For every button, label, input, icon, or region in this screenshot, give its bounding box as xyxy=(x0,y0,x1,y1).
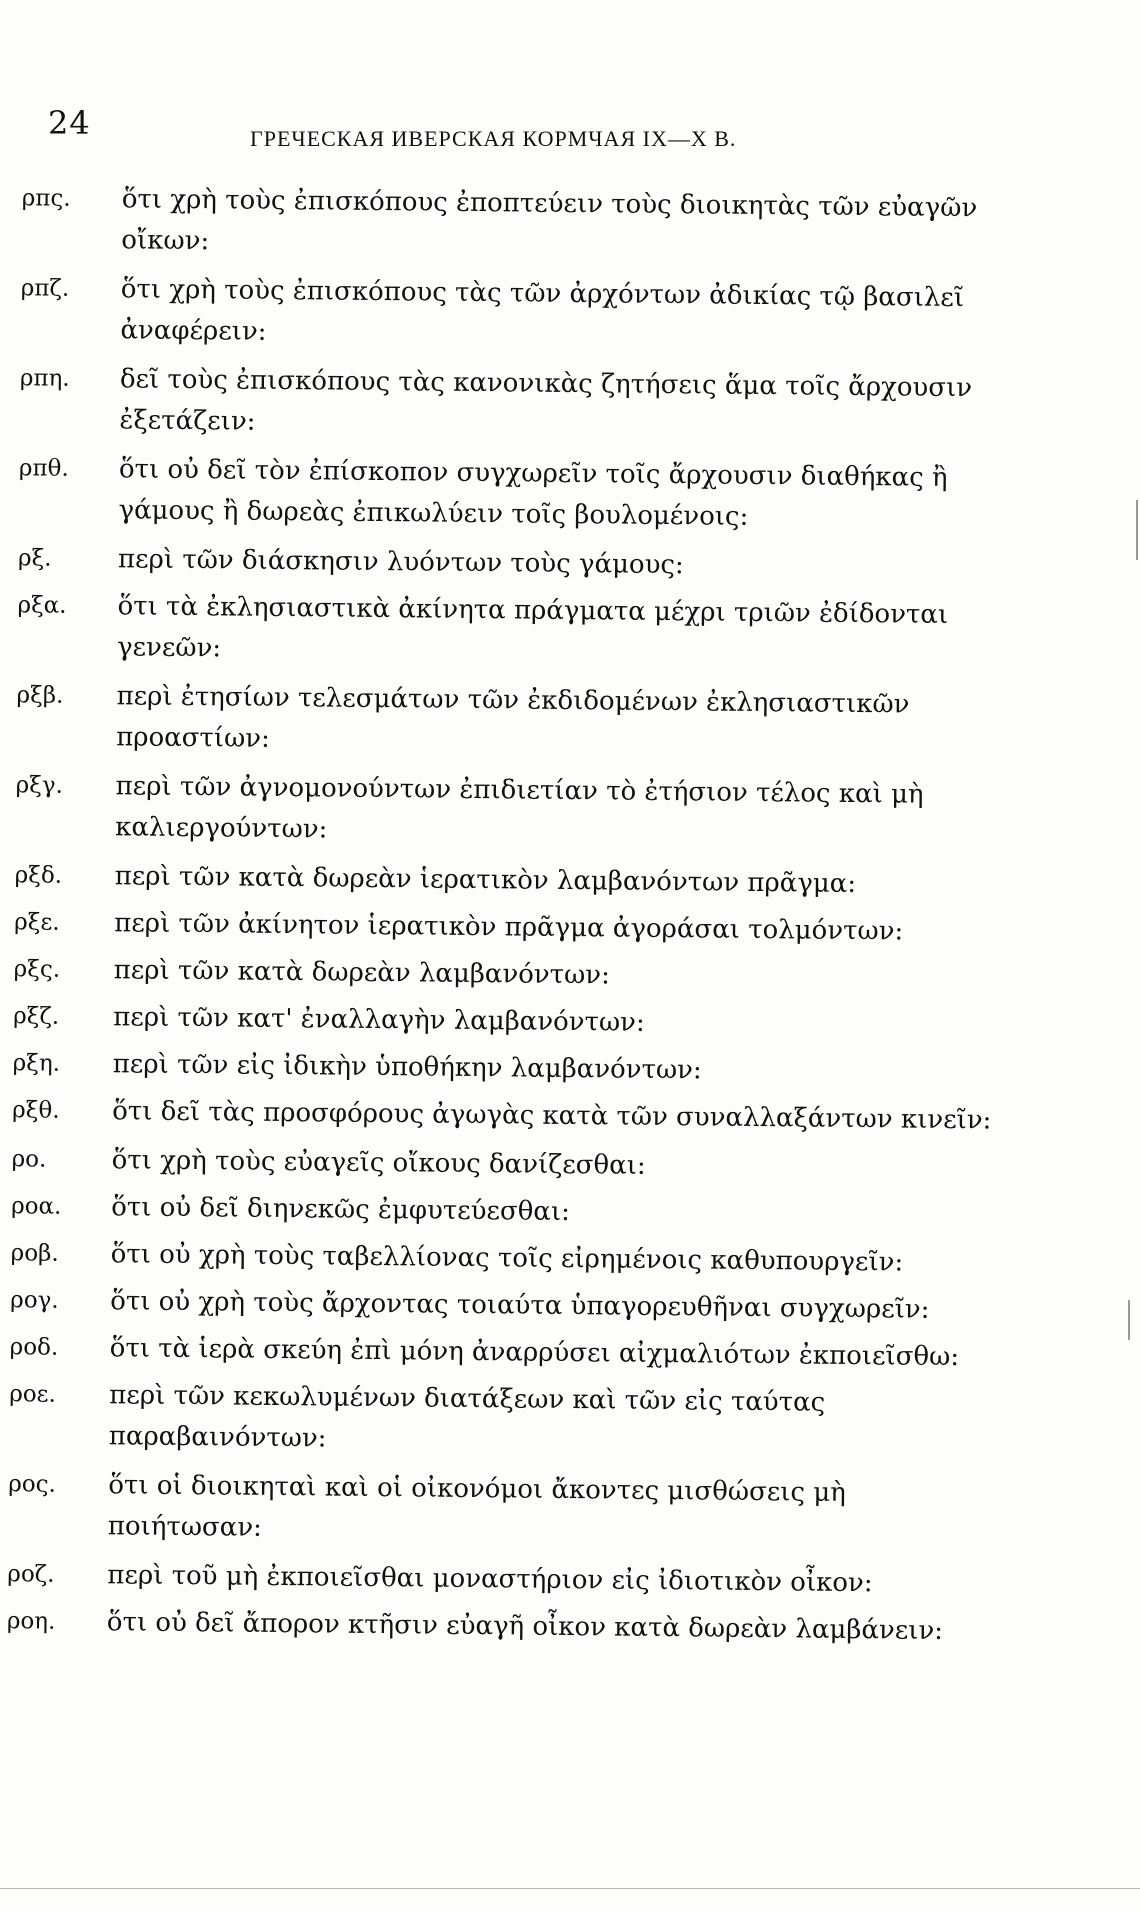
list-item xyxy=(11,1186,1009,1237)
entry-number: ρπθ. xyxy=(18,455,69,482)
entry-number: ρπς. xyxy=(21,185,71,212)
entry-number: ρος. xyxy=(8,1471,57,1498)
entry-text: περὶ τῶν κεκωλυμένων διατάξεων καὶ τῶν εἰς ταύτας παραβαινόντων: xyxy=(108,1380,826,1454)
entry-number: ρξα. xyxy=(17,592,67,619)
list-item xyxy=(20,268,1019,360)
entry-number: ρξγ. xyxy=(15,772,64,799)
entry-text: ὅτι χρὴ τοὺς ἐπισκόπους ἐποπτεύειν τοὺς διοικητὰς τῶν εὐαγῶν οἴκων: xyxy=(121,184,978,257)
entry-text: ὅτι οἱ διοικηταὶ καὶ οἱ οἰκονόμοι ἄκοντες μισθώσεις μὴ ποιήτωσαν: xyxy=(107,1470,846,1543)
entry-text: περὶ τῶν κατὰ δωρεὰν ἱερατικὸν λαμβανόντων πρᾶγμα: xyxy=(114,861,857,900)
entry-text: περὶ τῶν ἀκίνητον ἱερατικὸν πρᾶγμα ἀγοράσαι τολμόντων: xyxy=(114,908,904,947)
entry-text: ὅτι οὐ δεῖ τὸν ἐπίσκοπον συγχωρεῖν τοῖς ἄρχουσιν διαθήκας ἢ γάμους ἢ δωρεὰς ἐπικωλύειν τοῖς βουλομένοις: xyxy=(118,454,948,532)
entry-number: ροη. xyxy=(6,1608,56,1635)
entry-text: ὅτι δεῖ τὰς προσφόρους ἀγωγὰς κατὰ τῶν συναλλαξάντων κινεῖν: xyxy=(112,1096,992,1136)
entry-text: περὶ τῶν ἀγνομονούντων ἐπιδιετίαν τὸ ἐτήσιον τέλος καὶ μὴ καλιεργούντων: xyxy=(115,771,924,845)
list-item xyxy=(9,1374,1008,1466)
list-item xyxy=(13,949,1011,1000)
entry-number: ρξδ. xyxy=(14,862,63,889)
list-item xyxy=(19,358,1018,450)
entry-text: περὶ τοῦ μὴ ἐκποιεῖσθαι μοναστήριον εἰς ἰδιοτικὸν οἶκον: xyxy=(107,1560,873,1599)
running-head: ГРЕЧЕСКАЯ ИВЕРСКАЯ КОРМЧАЯ IX—X В. xyxy=(250,126,737,151)
entry-text: περὶ ἐτησίων τελεσμάτων τῶν ἐκδιδομένων ἐκλησιαστικῶν προαστίων: xyxy=(115,681,910,754)
list-item xyxy=(15,765,1014,857)
list-item xyxy=(21,178,1020,270)
entry-number: ρξε. xyxy=(14,909,60,936)
page-number: 24 xyxy=(48,104,91,142)
entry-number: ροε. xyxy=(9,1381,57,1408)
list-item xyxy=(14,902,1012,953)
entry-text: ὅτι οὐ χρὴ τοὺς ἄρχοντας τοιαύτα ὑπαγορευθῆναι συγχωρεῖν: xyxy=(110,1286,930,1325)
list-item xyxy=(7,1554,1005,1605)
margin-mark xyxy=(1128,1300,1130,1340)
entry-number: ρπη. xyxy=(19,365,70,392)
entry-number: ρογ. xyxy=(10,1287,59,1314)
entry-number: ρξζ. xyxy=(13,1003,60,1030)
list-item xyxy=(18,448,1017,540)
entry-number: ροβ. xyxy=(10,1240,59,1267)
entry-text: περὶ τῶν εἰς ἰδικὴν ὑποθήκην λαμβανόντων: xyxy=(112,1049,702,1086)
list-item xyxy=(13,1043,1011,1094)
entry-text: δεῖ τοὺς ἐπισκόπους τὰς κανονικὰς ζητήσεις ἅμα τοῖς ἄρχουσιν ἐξετάζειν: xyxy=(119,364,973,437)
entry-number: ρξθ. xyxy=(12,1097,60,1124)
entry-number: ρξ. xyxy=(17,545,52,572)
list-item xyxy=(12,1090,1010,1141)
list-item xyxy=(7,1601,1005,1652)
entry-text: περὶ τῶν κατ' ἐναλλαγὴν λαμβανόντων: xyxy=(113,1002,645,1038)
scan-edge-line xyxy=(0,1888,1140,1889)
entry-text: ὅτι τὰ ἐκλησιαστικὰ ἀκίνητα πράγματα μέχρι τριῶν ἐδίδονται γενεῶν: xyxy=(116,591,949,664)
list-item xyxy=(8,1464,1007,1556)
entry-text: ὅτι χρὴ τοὺς εὐαγεῖς οἴκους δανίζεσθαι: xyxy=(111,1145,646,1181)
list-item xyxy=(17,585,1016,677)
entry-number: ροα. xyxy=(11,1193,62,1220)
list-item xyxy=(10,1280,1008,1331)
entry-text: ὅτι χρὴ τοὺς ἐπισκόπους τὰς τῶν ἀρχόντων ἀδικίας τῷ βασιλεῖ ἀναφέρειν: xyxy=(120,274,965,347)
entry-list xyxy=(0,178,1140,1660)
list-item xyxy=(11,1233,1009,1284)
entry-text: ὅτι οὐ δεῖ διηνεκῶς ἐμφυτεύεσθαι: xyxy=(111,1192,571,1228)
entry-text: περὶ τῶν διάσκησιν λυόντων τοὺς γάμους: xyxy=(117,544,684,581)
entry-number: ροδ. xyxy=(9,1334,59,1361)
entry-number: ρπζ. xyxy=(20,275,70,302)
entry-text: ὅτι οὐ δεῖ ἄπορον κτῆσιν εὐαγῆ οἶκον κατὰ δωρεὰν λαμβάνειν: xyxy=(106,1607,944,1646)
list-item xyxy=(14,855,1012,906)
list-item xyxy=(18,538,1016,589)
entry-text: ὅτι οὐ χρὴ τοὺς ταβελλίονας τοῖς εἰρημένοις καθυπουργεῖν: xyxy=(110,1239,904,1278)
list-item xyxy=(12,1139,1010,1190)
entry-number: ρξη. xyxy=(12,1050,61,1077)
list-item xyxy=(10,1327,1008,1378)
entry-number: ρξς. xyxy=(13,956,61,983)
entry-number: ροζ. xyxy=(7,1561,55,1588)
entry-number: ρο. xyxy=(11,1146,47,1173)
list-item xyxy=(13,996,1011,1047)
entry-text: ὅτι τὰ ἱερὰ σκεύη ἐπὶ μόνη ἀναρρύσει αἰχμαλιότων ἐκποιεῖσθω: xyxy=(109,1333,960,1373)
list-item xyxy=(16,675,1015,767)
entry-text: περὶ τῶν κατὰ δωρεὰν λαμβανόντων: xyxy=(113,955,610,991)
entry-number: ρξβ. xyxy=(16,682,64,709)
margin-mark xyxy=(1136,500,1138,560)
